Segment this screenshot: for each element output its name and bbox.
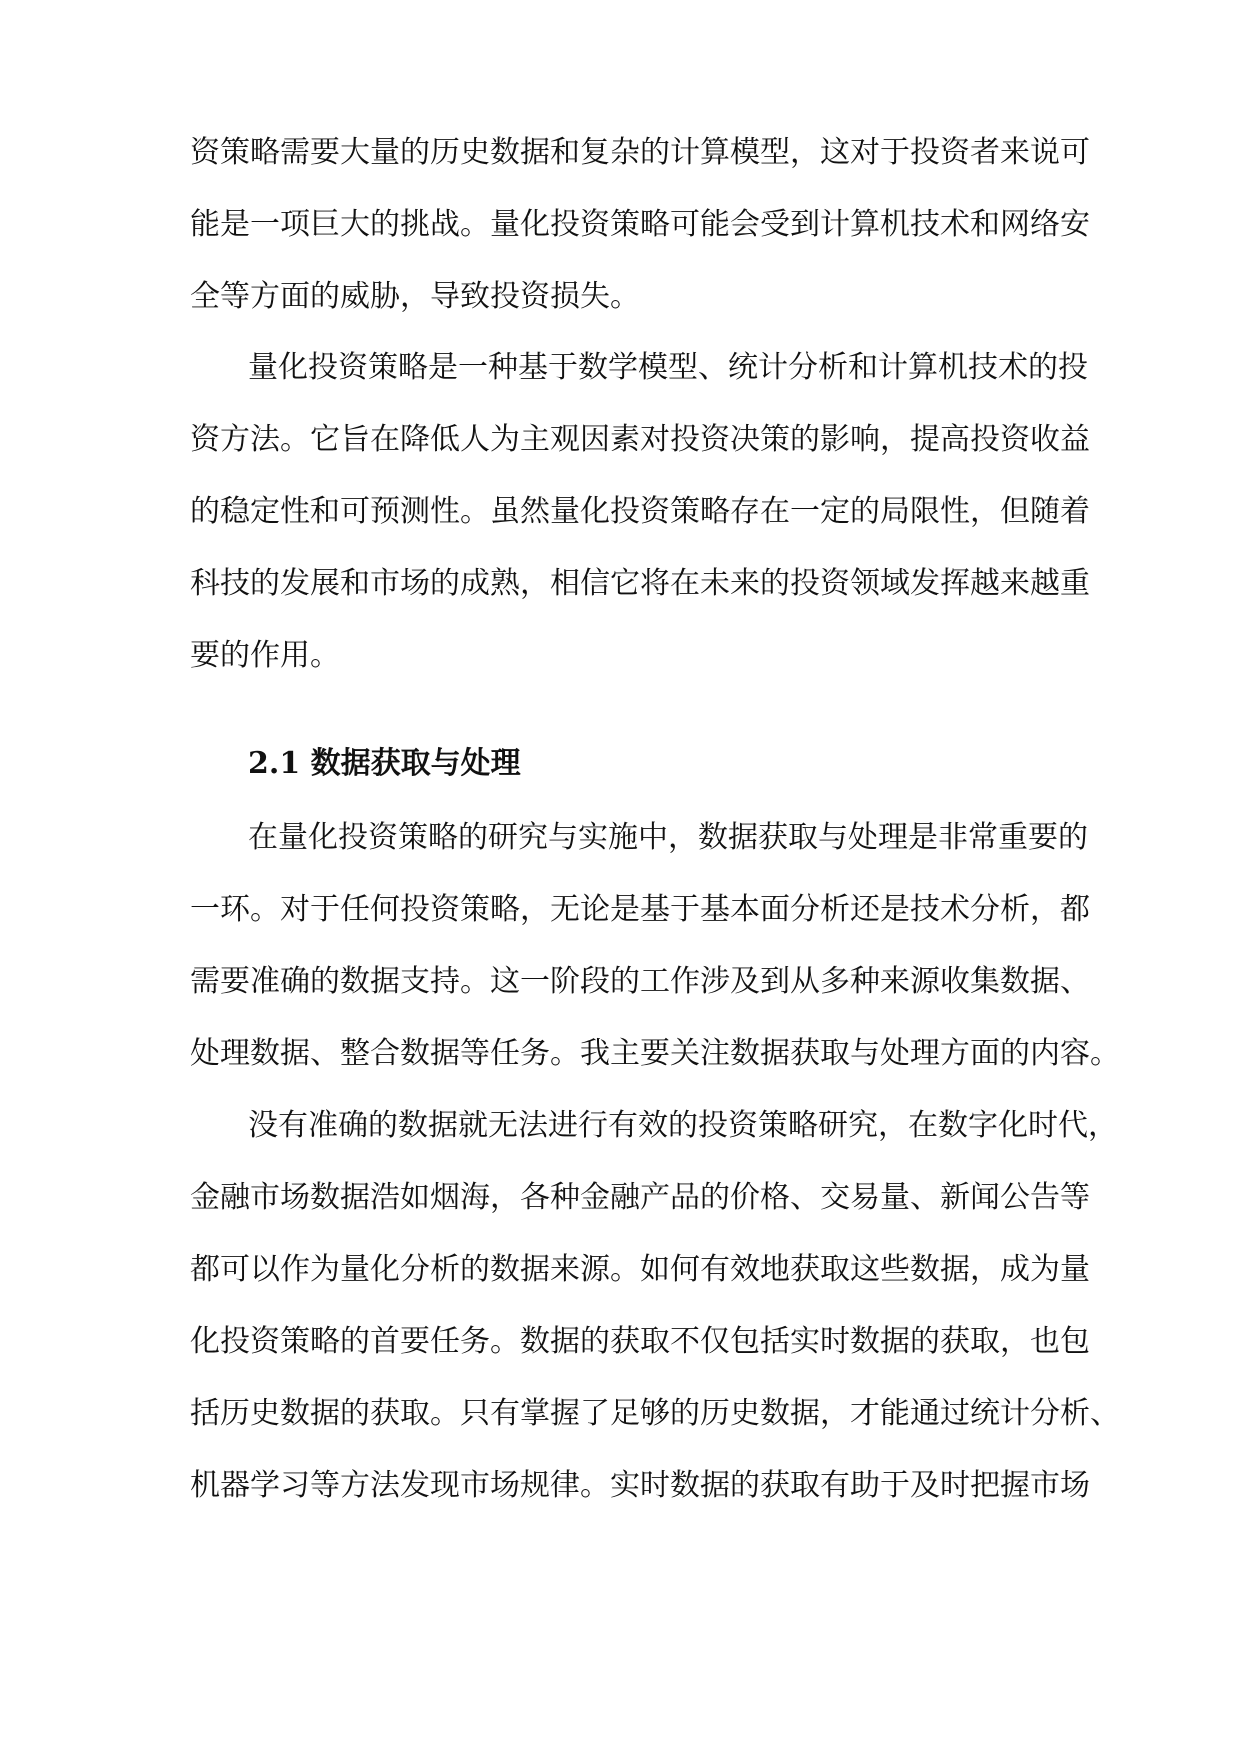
section-heading: 2.1 数据获取与处理 <box>248 746 521 781</box>
paragraph-4-line-4: 化投资策略的首要任务。数据的获取不仅包括实时数据的获取，也包 <box>190 1324 1090 1359</box>
paragraph-4-line-6: 机器学习等方法发现市场规律。实时数据的获取有助于及时把握市场 <box>190 1468 1090 1503</box>
paragraph-2-line-1: 量化投资策略是一种基于数学模型、统计分析和计算机技术的投 <box>248 350 1088 385</box>
paragraph-2-line-3: 的稳定性和可预测性。虽然量化投资策略存在一定的局限性，但随着 <box>190 494 1090 529</box>
paragraph-4-line-5: 括历史数据的获取。只有掌握了足够的历史数据，才能通过统计分析、 <box>190 1396 1120 1431</box>
paragraph-1-line-1: 资策略需要大量的历史数据和复杂的计算模型，这对于投资者来说可 <box>190 135 1090 170</box>
paragraph-4-line-3: 都可以作为量化分析的数据来源。如何有效地获取这些数据，成为量 <box>190 1252 1090 1287</box>
paragraph-2-line-4: 科技的发展和市场的成熟，相信它将在未来的投资领域发挥越来越重 <box>190 566 1090 601</box>
paragraph-1-line-2: 能是一项巨大的挑战。量化投资策略可能会受到计算机技术和网络安 <box>190 207 1090 242</box>
paragraph-3-line-4: 处理数据、整合数据等任务。我主要关注数据获取与处理方面的内容。 <box>190 1036 1120 1071</box>
paragraph-3-line-1: 在量化投资策略的研究与实施中，数据获取与处理是非常重要的 <box>248 820 1088 855</box>
paragraph-4-line-2: 金融市场数据浩如烟海，各种金融产品的价格、交易量、新闻公告等 <box>190 1180 1090 1215</box>
paragraph-3-line-3: 需要准确的数据支持。这一阶段的工作涉及到从多种来源收集数据、 <box>190 964 1090 999</box>
paragraph-1-line-3: 全等方面的威胁，导致投资损失。 <box>190 279 640 314</box>
paragraph-4-line-1: 没有准确的数据就无法进行有效的投资策略研究，在数字化时代， <box>248 1108 1118 1143</box>
paragraph-2-line-2: 资方法。它旨在降低人为主观因素对投资决策的影响，提高投资收益 <box>190 422 1090 457</box>
paragraph-3-line-2: 一环。对于任何投资策略，无论是基于基本面分析还是技术分析，都 <box>190 892 1090 927</box>
paragraph-2-line-5: 要的作用。 <box>190 638 340 673</box>
